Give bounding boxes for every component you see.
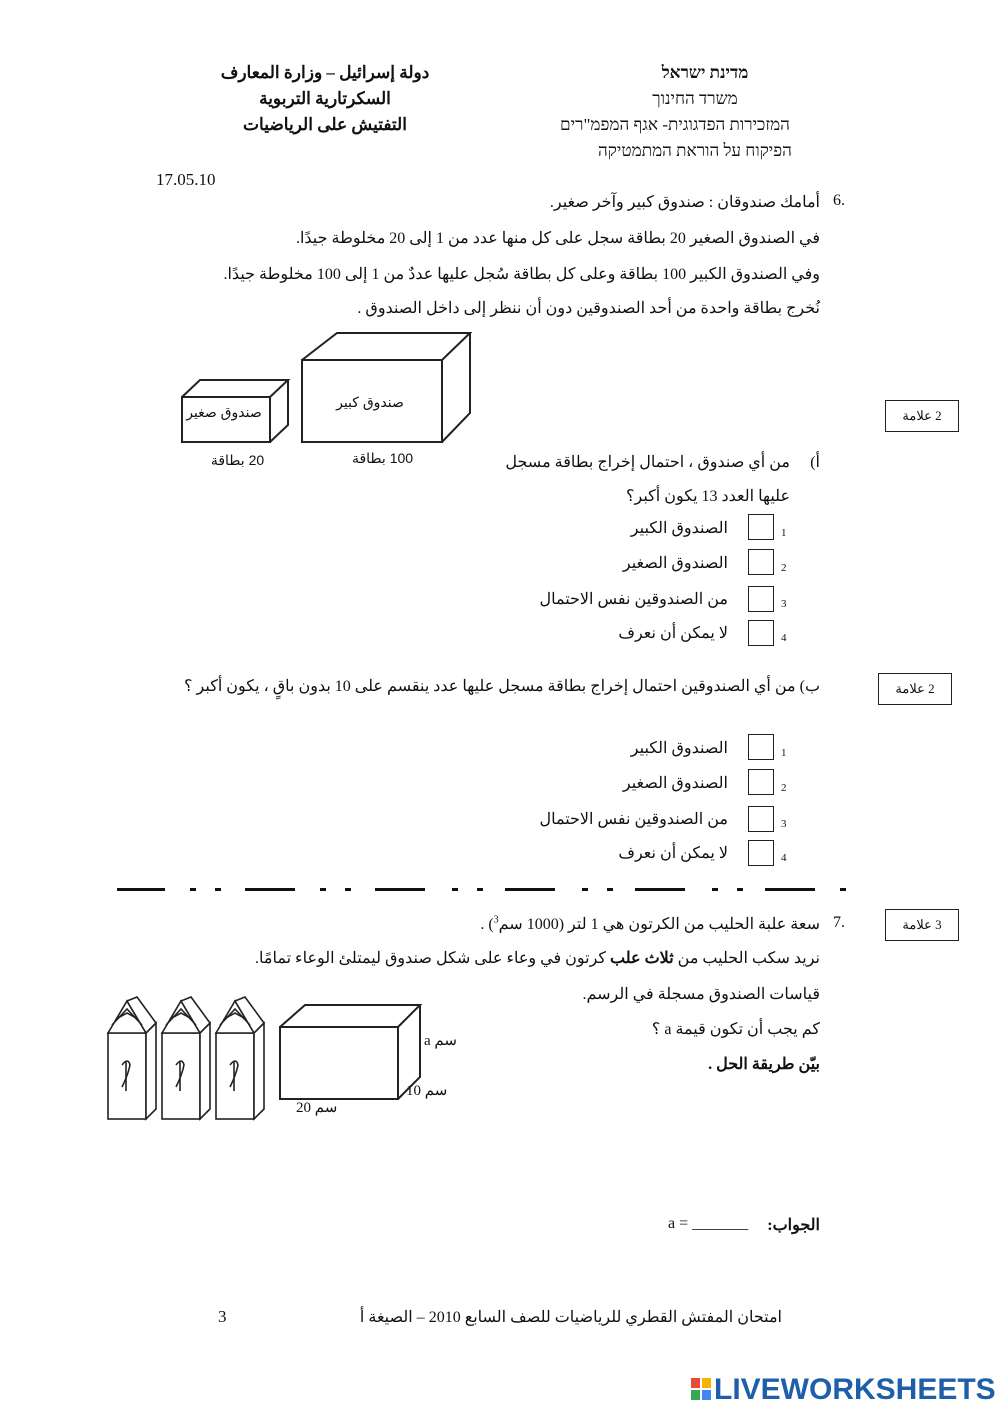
milk-carton-1 — [108, 997, 156, 1119]
big-box-caption: 100 بطاقة — [351, 450, 414, 466]
logo-text: LIVEWORKSHEETS — [714, 1373, 996, 1406]
q7-number: 7. — [833, 914, 845, 931]
header-arabic — [190, 60, 460, 138]
q7-line-4: كم يجب أن تكون قيمة a ؟ — [651, 1021, 820, 1038]
logo-icon-square — [691, 1378, 700, 1388]
dash-segment — [505, 888, 555, 891]
part-a-checkbox-2[interactable] — [748, 549, 774, 575]
part-a-option-num-3: 3 — [781, 598, 787, 610]
header-arabic-line-1: دولة إسرائيل – وزارة المعارف — [220, 63, 430, 82]
part-a-checkbox-4[interactable] — [748, 620, 774, 646]
answer-field[interactable]: a = _______ — [668, 1215, 749, 1232]
small-box-label: صندوق صغير — [186, 404, 262, 420]
dim-10-label: 10 سم — [406, 1083, 448, 1099]
part-a-checkbox-3[interactable] — [748, 586, 774, 612]
q7-mark: 3 علامة — [885, 909, 959, 941]
part-b-option-text-4: لا يمكن أن نعرف — [618, 845, 728, 862]
part-a-line-1: من أي صندوق ، احتمال إخراج بطاقة مسجل — [505, 454, 790, 471]
part-a-option-num-1: 1 — [781, 527, 787, 539]
dash-segment — [452, 888, 458, 891]
cartons-illustration — [100, 995, 450, 1125]
header-hebrew-line-2: משרד החינוך — [652, 89, 738, 108]
part-a-option-text-1: الصندوق الكبير — [630, 520, 728, 537]
dash-segment — [375, 888, 425, 891]
header-hebrew-line-4: הפיקוח על הוראת המתמטיקה — [598, 141, 792, 160]
part-b-text: ب) من أي الصندوقين احتمال إخراج بطاقة مسجل عليها عدد ينقسم على 10 بدون باقٍ ، يكون أكبر ؟ — [184, 678, 820, 695]
part-b-option-num-4: 4 — [781, 852, 787, 864]
logo-icon-square — [702, 1378, 711, 1388]
q7-line-2 — [255, 948, 820, 968]
part-a-option-text-3: من الصندوقين نفس الاحتمال — [539, 591, 728, 608]
part-a-option-num-2: 2 — [781, 562, 787, 574]
header-arabic-line-2: السكرتارية التربوية — [259, 89, 391, 108]
part-b-checkbox-3[interactable] — [748, 806, 774, 832]
logo-icon-square — [691, 1390, 700, 1400]
part-b-option-text-2: الصندوق الصغير — [622, 775, 728, 792]
dim-20-label: 20 سم — [296, 1100, 338, 1116]
q7-line-2-post: كرتون في وعاء على شكل صندوق ليمتلئ الوعاء تمامًا. — [255, 950, 611, 967]
q7-line-2-pre: نريد سكب الحليب من — [673, 950, 820, 967]
big-box-shape — [302, 333, 470, 442]
answer-label: الجواب: — [767, 1217, 820, 1234]
container-box-shape — [280, 1005, 420, 1099]
dash-segment — [607, 888, 613, 891]
q7-line-1 — [480, 914, 820, 934]
q7-line-2-bold: ثلاث علب — [610, 950, 674, 967]
part-b-mark: 2 علامة — [878, 673, 952, 705]
dash-segment — [712, 888, 718, 891]
q7-line-3: قياسات الصندوق مسجلة في الرسم. — [582, 986, 820, 1003]
dash-segment — [190, 888, 196, 891]
dash-segment — [117, 888, 165, 891]
q6-line-2: في الصندوق الصغير 20 بطاقة سجل على كل منها عدد من 1 إلى 20 مخلوطة جيدًا. — [295, 230, 820, 247]
part-b-option-num-2: 2 — [781, 782, 787, 794]
q7-line-5: بيّن طريقة الحل . — [708, 1056, 820, 1073]
dash-segment — [765, 888, 815, 891]
dash-segment — [245, 888, 295, 891]
part-b-checkbox-4[interactable] — [748, 840, 774, 866]
logo-icon-square — [702, 1390, 711, 1400]
milk-carton-3 — [216, 997, 264, 1119]
part-b-option-text-3: من الصندوقين نفس الاحتمال — [539, 811, 728, 828]
big-box-label: صندوق كبير — [336, 394, 404, 410]
milk-carton-2 — [162, 997, 210, 1119]
part-b-option-text-1: الصندوق الكبير — [630, 740, 728, 757]
q6-line-4: نُخرج بطاقة واحدة من أحد الصندوقين دون أن ننظر إلى داخل الصندوق . — [357, 300, 820, 317]
header-hebrew — [510, 60, 840, 164]
part-a-checkbox-1[interactable] — [748, 514, 774, 540]
header-hebrew-line-1: מדינת ישראל — [661, 63, 749, 82]
boxes-illustration — [170, 325, 490, 455]
part-a-line-2: عليها العدد 13 يكون أكبر؟ — [626, 488, 790, 505]
header-arabic-line-3: التفتيش على الرياضيات — [243, 115, 407, 134]
dash-segment — [737, 888, 743, 891]
part-a-mark: 2 علامة — [885, 400, 959, 432]
q6-number: 6. — [833, 192, 845, 209]
footer-text: امتحان المفتش القطري للرياضيات للصف السابع 2010 – الصيغة أ — [359, 1309, 782, 1326]
q6-line-3: وفي الصندوق الكبير 100 بطاقة وعلى كل بطاقة سُجل عليها عددٌ من 1 إلى 100 مخلوطة جيدًا. — [223, 266, 820, 283]
part-b-checkbox-2[interactable] — [748, 769, 774, 795]
dash-segment — [477, 888, 483, 891]
dash-segment — [215, 888, 221, 891]
part-a-option-text-2: الصندوق الصغير — [622, 555, 728, 572]
q6-line-1: أمامك صندوقان : صندوق كبير وآخر صغير. — [549, 194, 820, 211]
part-b-option-num-3: 3 — [781, 818, 787, 830]
date: 17.05.10 — [156, 170, 216, 189]
q7-line-1-pre: سعة علبة الحليب من الكرتون هي 1 لتر (1000 سم — [498, 916, 820, 933]
part-a-option-text-4: لا يمكن أن نعرف — [618, 625, 728, 642]
dash-segment — [582, 888, 588, 891]
q7-line-1-post: ) . — [480, 916, 494, 933]
page-number: 3 — [218, 1307, 227, 1326]
q7-line-1-sup: 3 — [493, 914, 499, 926]
small-box-caption: 20 بطاقة — [210, 452, 265, 468]
logo-icon — [691, 1378, 711, 1400]
part-a-option-num-4: 4 — [781, 632, 787, 644]
dash-segment — [635, 888, 685, 891]
dim-a-label: a سم — [424, 1033, 457, 1049]
dash-segment — [320, 888, 326, 891]
part-b-option-num-1: 1 — [781, 747, 787, 759]
dash-segment — [345, 888, 351, 891]
header-hebrew-line-3: המזכירות הפדגוגית- אגף המפמ"רים — [560, 115, 790, 134]
dash-segment — [840, 888, 846, 891]
part-b-checkbox-1[interactable] — [748, 734, 774, 760]
part-a-letter: أ) — [810, 454, 820, 471]
